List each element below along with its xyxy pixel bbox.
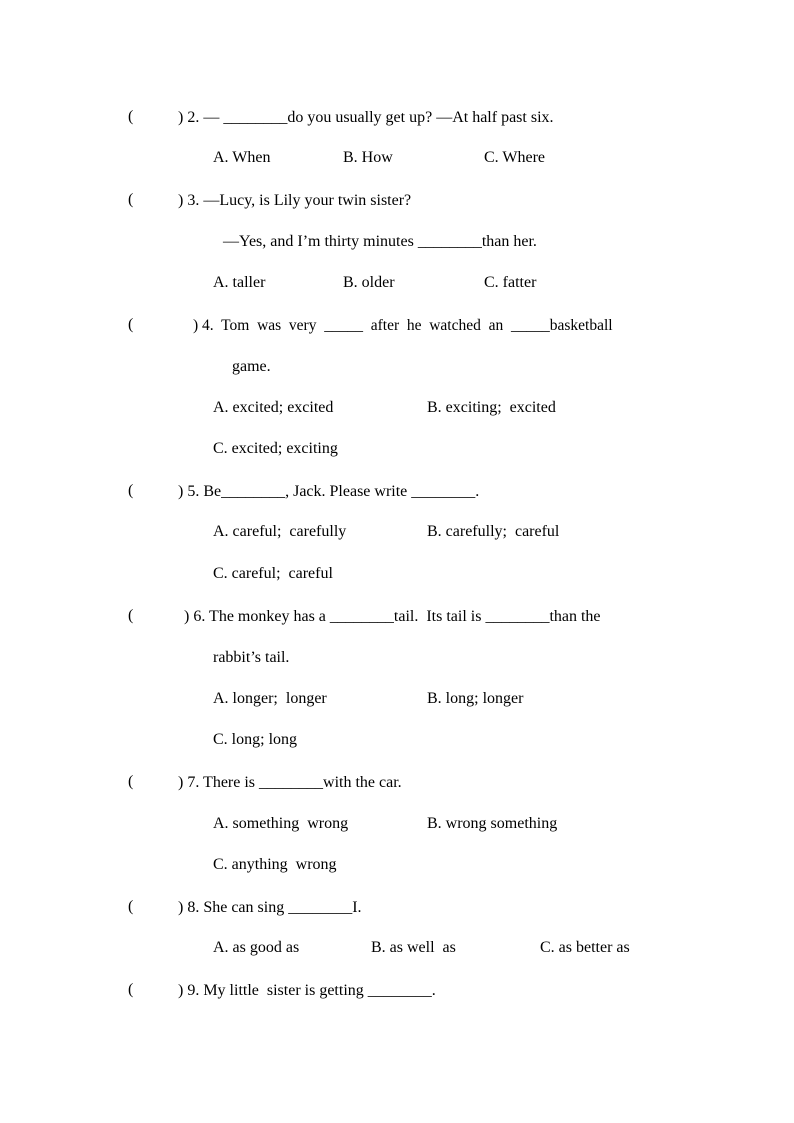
answer-paren-open: ( xyxy=(128,482,134,499)
question-3-option-c: C. fatter xyxy=(484,274,537,291)
question-4-option-a: A. excited; excited xyxy=(213,399,334,416)
question-7-option-a: A. something wrong xyxy=(213,815,349,832)
question-4-stem: ) 4. Tom was very _____ after he watched an _____basketball xyxy=(193,317,613,334)
answer-paren-open: ( xyxy=(128,191,134,208)
question-2-stem: ) 2. — ________do you usually get up? —At half past six. xyxy=(178,109,554,126)
question-9-stem: ) 9. My little sister is getting ________. xyxy=(178,982,436,999)
question-7-option-b: B. wrong something xyxy=(427,815,558,832)
question-6-option-c: C. long; long xyxy=(213,731,298,748)
question-4-option-c: C. excited; exciting xyxy=(213,440,338,457)
answer-paren-open: ( xyxy=(128,108,134,125)
answer-paren-open: ( xyxy=(128,898,134,915)
answer-paren-open: ( xyxy=(128,607,134,624)
question-3-stem: ) 3. —Lucy, is Lily your twin sister? xyxy=(178,192,412,209)
question-3-option-a: A. taller xyxy=(213,274,266,291)
question-8-option-c: C. as better as xyxy=(540,939,630,956)
question-2-option-a: A. When xyxy=(213,149,271,166)
question-4-stem-line2: game. xyxy=(232,358,271,375)
question-8-option-a: A. as good as xyxy=(213,939,300,956)
question-8-stem: ) 8. She can sing ________I. xyxy=(178,899,362,916)
question-5-option-b: B. carefully; careful xyxy=(427,523,560,540)
question-5-option-a: A. careful; carefully xyxy=(213,523,347,540)
question-4-option-b: B. exciting; excited xyxy=(427,399,556,416)
question-5-stem: ) 5. Be________, Jack. Please write ________. xyxy=(178,483,480,500)
answer-paren-open: ( xyxy=(128,981,134,998)
question-6-stem-line2: rabbit’s tail. xyxy=(213,649,290,666)
question-5-option-c: C. careful; careful xyxy=(213,565,333,582)
question-3-stem-line2: —Yes, and I’m thirty minutes ________than her. xyxy=(223,233,537,250)
question-6-stem: ) 6. The monkey has a ________tail. Its tail is ________than the xyxy=(184,608,601,625)
question-8-option-b: B. as well as xyxy=(371,939,456,956)
question-6-option-a: A. longer; longer xyxy=(213,690,327,707)
question-6-option-b: B. long; longer xyxy=(427,690,524,707)
question-2-option-b: B. How xyxy=(343,149,393,166)
question-7-stem: ) 7. There is ________with the car. xyxy=(178,774,402,791)
answer-paren-open: ( xyxy=(128,773,134,790)
question-3-option-b: B. older xyxy=(343,274,395,291)
answer-paren-open: ( xyxy=(128,316,134,333)
question-7-option-c: C. anything wrong xyxy=(213,856,337,873)
question-2-option-c: C. Where xyxy=(484,149,546,166)
